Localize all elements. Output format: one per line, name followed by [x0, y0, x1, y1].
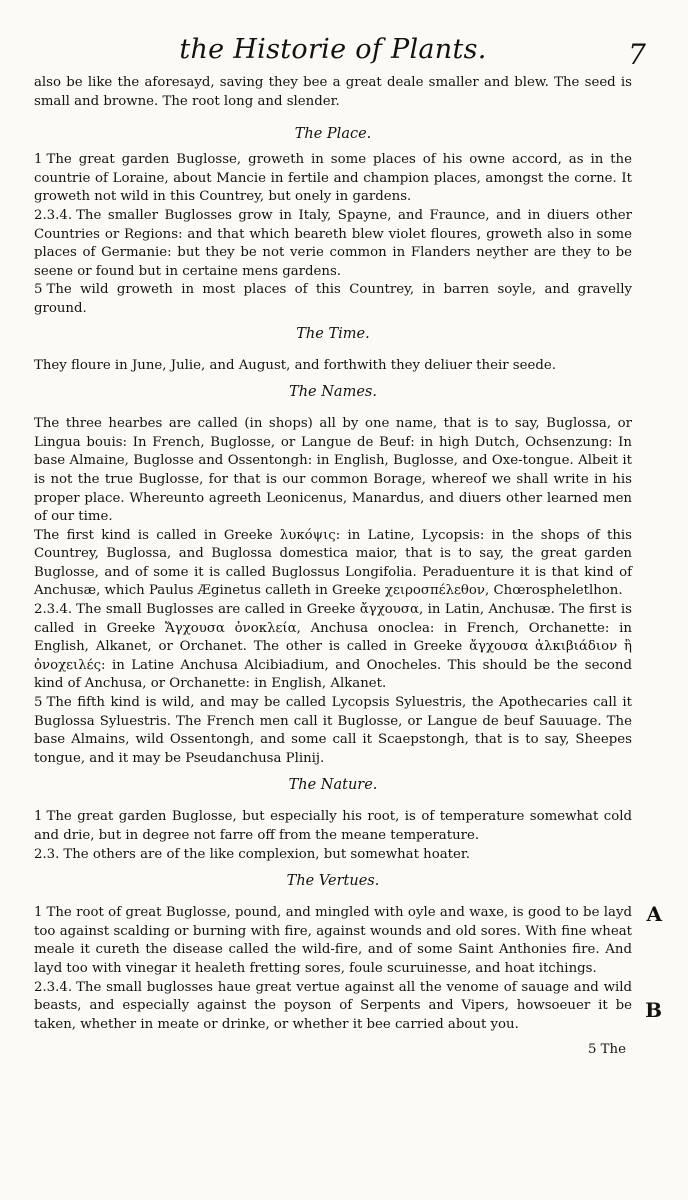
paragraph — [34, 904, 632, 978]
section-heading-names: The Names. — [289, 384, 377, 401]
paragraph-number: 1 — [34, 809, 43, 825]
running-title: the Historie of Plants. — [179, 34, 487, 65]
paragraph-text: The root of great Buglosse, pound, and mingled with oyle and waxe, is good to be layd too against scalding or burning with fire, against wounds and old sores. With fine wheat meale it cureth the disease called the wild-fire, and of some Saint Anthonies fire. And layd too with vinegar it healeth fretting sores, foule scuruinesse, and hoat itchings. — [34, 905, 632, 976]
paragraph — [34, 415, 632, 527]
paragraph-text: They floure in June, Julie, and August, and forthwith they deliuer their seede. — [34, 357, 556, 373]
section-nature — [34, 808, 632, 864]
paragraph — [34, 207, 632, 281]
book-page — [34, 34, 662, 1058]
section-heading-place: The Place. — [294, 126, 372, 143]
paragraph — [34, 979, 632, 1035]
margin-letter-a: A — [646, 902, 662, 927]
paragraph — [34, 151, 632, 207]
paragraph-number: 1 — [34, 152, 43, 168]
paragraph — [34, 527, 632, 601]
section-vertues — [34, 902, 662, 1034]
paragraph-number: 5 — [34, 695, 43, 711]
section-heading-nature: The Nature. — [288, 777, 378, 794]
catchword: 5 The — [588, 1042, 626, 1058]
paragraph-number: 2.3.4. — [34, 207, 73, 223]
section-heading-time: The Time. — [296, 325, 370, 342]
paragraph-text: The wild groweth in most places of this Countrey, in barren soyle, and gravelly ground. — [34, 282, 632, 316]
paragraph-text: The others are of the like complexion, but somewhat hoater. — [63, 846, 470, 862]
paragraph-text: The smaller Buglosses grow in Italy, Spayne, and Fraunce, and in diuers other Countries or Regions: and that which beareth blew violet floures, groweth also in some places of Germanie: but they be not verie common in Flanders neyther are they to be seene or found but in certaine mens gardens. — [34, 207, 632, 279]
paragraph — [34, 281, 632, 318]
page-header — [34, 34, 646, 74]
paragraph — [34, 601, 632, 694]
paragraph-text: The small buglosses haue great vertue against all the venome of sauage and wild beasts, and especially against the poyson of Serpents and Vipers, howsoeuer it be taken, whether in meate or drinke, or whether it bee carried about you. — [34, 979, 632, 1032]
section-time — [34, 357, 632, 376]
paragraph — [34, 846, 632, 865]
paragraph-number: 2.3.4. — [34, 602, 73, 618]
paragraph-number: 5 — [34, 282, 43, 298]
paragraph-text: The fifth kind is wild, and may be called Lycopsis Syluestris, the Apothecaries call it Buglossa Syluestris. The French men call it Buglosse, or Langue de beuf Sauuage. The base Almains, wild Ossentongh, and some call it Scaepstongh, that is to say, Sheepes tongue, and it may be Pseudanchusa Plinij. — [34, 695, 632, 766]
paragraph-number: 2.3.4. — [34, 979, 73, 995]
margin-letter-b: B — [645, 998, 662, 1023]
paragraph-text: The first kind is called in Greeke λυκόψις: in Latine, Lycopsis: in the shops of this Countrey, Buglossa, and Buglossa domestica maior, that is to say, the great garden Buglosse, and of some it is called Buglossus Longifolia. Peraduenture it is that kind of Anchusæ, which Paulus Æginetus calleth in Greeke χειροσπέλεθον, Chœrospheletlhon. — [34, 527, 632, 599]
paragraph-text: The great garden Buglosse, but especially his root, is of temperature somewhat cold and drie, but in degree not farre off from the meane temperature. — [34, 809, 632, 843]
intro-paragraph: also be like the aforesayd, saving they bee a great deale smaller and blew. The seed is small and browne. The root long and slender. — [34, 75, 632, 109]
paragraph-text: The three hearbes are called (in shops) all by one name, that is to say, Buglossa, or Lingua bouis: In French, Buglosse, or Langue de Beuf: in high Dutch, Ochsenzung: In base Almaine, Buglosse and Ossentongh: in English, Buglosse, and Oxe-tongue. Albeit it is not the true Buglosse, for that is our common Borage, whereof we shall write in his proper place. Whereunto agreeth Leonicenus, Manardus, and diuers other learned men of our time. — [34, 416, 632, 525]
paragraph-text: The small Buglosses are called in Greeke ἄγχουσα, in Latin, Anchusæ. The first is called in Greeke Ἄγχουσα ὀνοκλεία, Anchusa onoclea: in French, Orchanette: in English, Alkanet, or Orchanet. The other is called in Greeke ἄγχουσα ἀλκιβιάδιον ἢ ὀνοχειλές: in Latine Anchusa Alcibiadium, and Onocheles. This should be the second kind of Anchusa, or Orchanette: in English, Alkanet. — [34, 602, 632, 692]
section-place — [34, 151, 632, 318]
page-number: 7 — [628, 38, 646, 71]
section-heading-vertues: The Vertues. — [286, 873, 380, 890]
paragraph-number: 1 — [34, 905, 43, 921]
paragraph — [34, 357, 632, 376]
paragraph — [34, 808, 632, 845]
section-names — [34, 415, 632, 768]
paragraph-text: The great garden Buglosse, groweth in some places of his owne accord, as in the countrie of Loraine, about Mancie in fertile and champion places, amongst the corne. It groweth not wild in this Countrey, but onely in gardens. — [34, 152, 632, 205]
paragraph — [34, 694, 632, 768]
paragraph-number: 2.3. — [34, 846, 60, 862]
